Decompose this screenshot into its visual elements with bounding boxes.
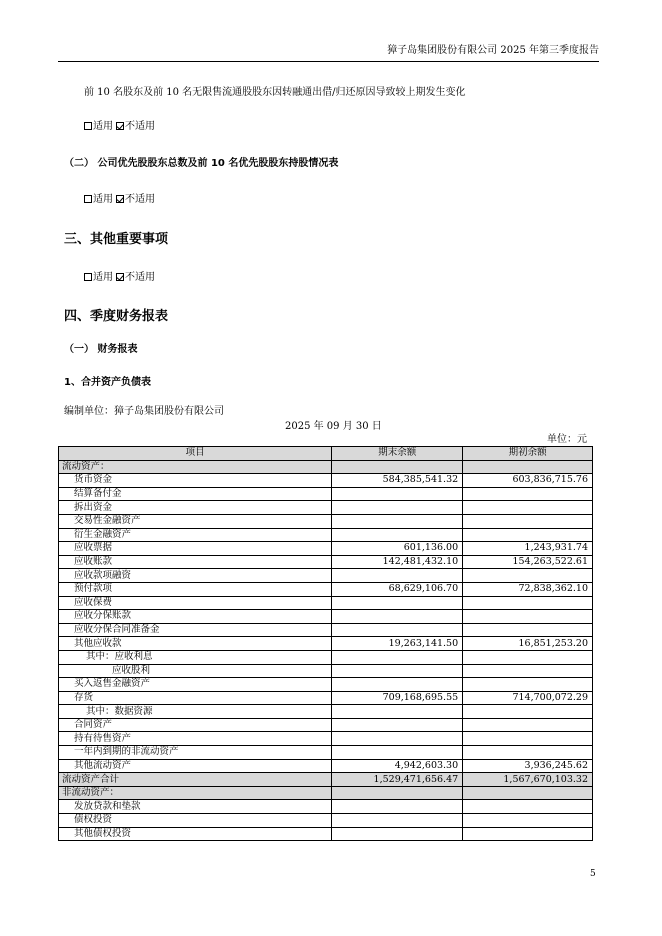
start-balance-cell: [463, 596, 593, 610]
table-row: [59, 746, 593, 760]
end-balance-cell: [332, 487, 463, 501]
table-row: [59, 691, 593, 705]
start-balance-cell: [463, 678, 593, 692]
section-other-matters: 三、其他重要事项: [64, 232, 169, 247]
table-row: [59, 773, 593, 787]
end-balance-cell: [332, 664, 463, 678]
start-balance-cell: [463, 610, 593, 624]
table-row: [59, 542, 593, 556]
start-balance-cell: [463, 746, 593, 760]
row-label: 应收保费: [59, 596, 332, 610]
row-label: 持有待售资产: [59, 732, 332, 746]
end-balance-cell: [332, 650, 463, 664]
end-balance-cell: [332, 705, 463, 719]
table-row: [59, 732, 593, 746]
end-balance-cell: 142,481,432.10: [332, 555, 463, 569]
end-balance-cell: [332, 678, 463, 692]
end-balance-cell: [332, 610, 463, 624]
row-label: 货币资金: [59, 474, 332, 488]
row-label: 应收账款: [59, 555, 332, 569]
applicability-line-3: 适用 不适用: [84, 271, 155, 284]
table-row: [59, 623, 593, 637]
end-balance-cell: [332, 800, 463, 814]
start-balance-cell: 603,836,715.76: [463, 474, 593, 488]
table-row: [59, 705, 593, 719]
row-label: 应收股利: [59, 664, 332, 678]
table-row: [59, 582, 593, 596]
start-balance-cell: [463, 814, 593, 828]
end-balance-cell: [332, 460, 463, 474]
end-balance-cell: 584,385,541.32: [332, 474, 463, 488]
end-balance-cell: 4,942,603.30: [332, 759, 463, 773]
table-row: [59, 528, 593, 542]
start-balance-cell: 16,851,253.20: [463, 637, 593, 651]
row-label: 债权投资: [59, 814, 332, 828]
start-balance-cell: 714,700,072.29: [463, 691, 593, 705]
start-balance-cell: [463, 786, 593, 800]
start-balance-cell: 72,838,362.10: [463, 582, 593, 596]
end-balance-cell: 68,629,106.70: [332, 582, 463, 596]
checked-box-icon: [116, 273, 124, 281]
end-balance-cell: [332, 746, 463, 760]
row-label: 其中：数据资源: [59, 705, 332, 719]
table-row: [59, 786, 593, 800]
start-balance-cell: 1,243,931.74: [463, 542, 593, 556]
start-balance-cell: [463, 800, 593, 814]
end-balance-cell: 709,168,695.55: [332, 691, 463, 705]
unchecked-box-icon: [84, 122, 92, 130]
table-row: [59, 664, 593, 678]
table-row: [59, 814, 593, 828]
unchecked-box-icon: [84, 195, 92, 203]
end-balance-cell: [332, 569, 463, 583]
start-balance-cell: [463, 528, 593, 542]
row-label: 结算备付金: [59, 487, 332, 501]
table-header-row: [59, 447, 593, 461]
row-label: 预付款项: [59, 582, 332, 596]
row-label: 合同资产: [59, 718, 332, 732]
table-row: [59, 555, 593, 569]
table-row: [59, 487, 593, 501]
page-header: 獐子岛集团股份有限公司 2025 年第三季度报告: [58, 44, 599, 62]
row-label: 发放贷款和垫款: [59, 800, 332, 814]
start-balance-cell: [463, 664, 593, 678]
row-label: 非流动资产：: [59, 786, 332, 800]
row-label: 其他债权投资: [59, 827, 332, 841]
end-balance-cell: [332, 732, 463, 746]
table-row: [59, 827, 593, 841]
start-balance-cell: 154,263,522.61: [463, 555, 593, 569]
start-balance-cell: 1,567,670,103.32: [463, 773, 593, 787]
section-financial-statements: （一） 财务报表: [64, 344, 138, 355]
end-balance-cell: [332, 596, 463, 610]
table-row: [59, 460, 593, 474]
row-label: 交易性金融资产: [59, 514, 332, 528]
start-balance-cell: [463, 650, 593, 664]
end-balance-cell: 1,529,471,656.47: [332, 773, 463, 787]
header-start-balance: 期初余额: [463, 447, 593, 461]
report-date: 2025 年 09 月 30 日: [285, 421, 382, 432]
start-balance-cell: 3,936,245.62: [463, 759, 593, 773]
end-balance-cell: [332, 718, 463, 732]
table-row: [59, 759, 593, 773]
row-label: 买入返售金融资产: [59, 678, 332, 692]
table-row: [59, 718, 593, 732]
start-balance-cell: [463, 569, 593, 583]
table-row: [59, 650, 593, 664]
table-row: [59, 569, 593, 583]
unchecked-box-icon: [84, 273, 92, 281]
row-label: 应收分保账款: [59, 610, 332, 624]
start-balance-cell: [463, 718, 593, 732]
end-balance-cell: [332, 814, 463, 828]
table-row: [59, 514, 593, 528]
start-balance-cell: [463, 460, 593, 474]
section-quarterly-statements: 四、季度财务报表: [64, 309, 169, 324]
section-balance-sheet: 1、合并资产负债表: [64, 377, 151, 388]
end-balance-cell: [332, 528, 463, 542]
header-item: 项目: [59, 447, 332, 461]
end-balance-cell: [332, 786, 463, 800]
row-label: 应收款项融资: [59, 569, 332, 583]
row-label: 其中：应收利息: [59, 650, 332, 664]
table-row: [59, 637, 593, 651]
end-balance-cell: 601,136.00: [332, 542, 463, 556]
row-label: 存货: [59, 691, 332, 705]
end-balance-cell: 19,263,141.50: [332, 637, 463, 651]
end-balance-cell: [332, 827, 463, 841]
table-row: [59, 596, 593, 610]
page-number: 5: [590, 869, 596, 879]
table-row: [59, 678, 593, 692]
checked-box-icon: [116, 122, 124, 130]
end-balance-cell: [332, 501, 463, 515]
unit-label: 单位：元: [547, 434, 587, 445]
row-label: 流动资产：: [59, 460, 332, 474]
start-balance-cell: [463, 623, 593, 637]
checked-box-icon: [116, 195, 124, 203]
header-end-balance: 期末余额: [332, 447, 463, 461]
row-label: 拆出资金: [59, 501, 332, 515]
start-balance-cell: [463, 827, 593, 841]
start-balance-cell: [463, 732, 593, 746]
table-row: [59, 610, 593, 624]
row-label: 其他流动资产: [59, 759, 332, 773]
start-balance-cell: [463, 487, 593, 501]
table-row: [59, 474, 593, 488]
row-label: 应收分保合同准备金: [59, 623, 332, 637]
applicability-line-2: 适用 不适用: [84, 193, 155, 206]
applicability-line-1: 适用 不适用: [84, 120, 155, 133]
balance-sheet-table: [58, 446, 593, 841]
row-label: 衍生金融资产: [59, 528, 332, 542]
start-balance-cell: [463, 705, 593, 719]
table-row: [59, 800, 593, 814]
row-label: 应收票据: [59, 542, 332, 556]
row-label: 其他应收款: [59, 637, 332, 651]
start-balance-cell: [463, 514, 593, 528]
compiler-line: 编制单位：獐子岛集团股份有限公司: [64, 406, 224, 417]
end-balance-cell: [332, 514, 463, 528]
row-label: 流动资产合计: [59, 773, 332, 787]
start-balance-cell: [463, 501, 593, 515]
paragraph-securities-lending: 前 10 名股东及前 10 名无限售流通股股东因转融通出借/归还原因导致较上期发生变化: [84, 87, 466, 98]
end-balance-cell: [332, 623, 463, 637]
table-row: [59, 501, 593, 515]
section-preferred-shareholders: （二） 公司优先股股东总数及前 10 名优先股股东持股情况表: [64, 158, 339, 169]
row-label: 一年内到期的非流动资产: [59, 746, 332, 760]
